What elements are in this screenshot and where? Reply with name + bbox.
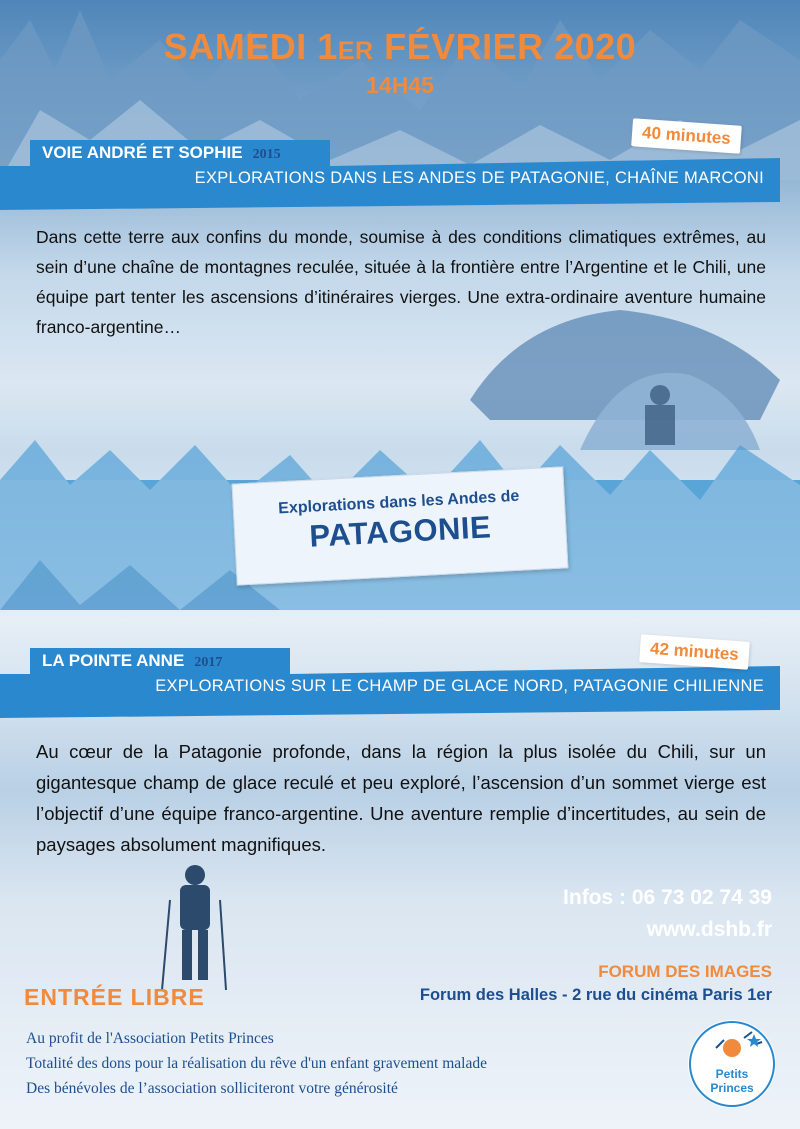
- center-subtitle: Explorations dans les Andes de: [277, 487, 520, 518]
- website-link[interactable]: www.dshb.fr: [646, 918, 772, 941]
- charity-line-2: Totalité des dons pour la réalisation du rêve d'un enfant gravement malade: [26, 1055, 487, 1072]
- film1-duration-badge: 40 minutes: [631, 118, 742, 154]
- charity-line-1: Au profit de l'Association Petits Princes: [26, 1030, 274, 1047]
- logo-text-line-2: Princes: [710, 1081, 754, 1095]
- film1-year: 2015: [252, 147, 281, 162]
- event-time: 14H45: [366, 72, 434, 98]
- venue-address: Forum des Halles - 2 rue du cinéma Paris 1er: [419, 986, 772, 1004]
- event-date: SAMEDI 1ER FÉVRIER 2020: [163, 26, 637, 67]
- film2-title-line: [42, 651, 222, 671]
- film1-title: VOIE ANDRÉ ET SOPHIE: [42, 143, 243, 162]
- film2-duration-badge: 42 minutes: [639, 634, 750, 670]
- venue-name: FORUM DES IMAGES: [598, 962, 772, 981]
- film1-subtitle: EXPLORATIONS DANS LES ANDES DE PATAGONIE, CHAÎNE MARCONI: [194, 169, 764, 187]
- film1-banner: [0, 140, 780, 214]
- free-entry-label: ENTRÉE LIBRE: [24, 984, 205, 1010]
- hiker-illustration: [150, 860, 240, 1000]
- film2-title: LA POINTE ANNE: [42, 651, 185, 670]
- phone-info: Infos : 06 73 02 74 39: [563, 886, 772, 909]
- film2-subtitle: EXPLORATIONS SUR LE CHAMP DE GLACE NORD, PATAGONIE CHILIENNE: [155, 677, 764, 695]
- film1-title-line: [42, 143, 281, 163]
- film2-description: Au cœur de la Patagonie profonde, dans la région la plus isolée du Chili, sur un gigantesque champ de glace reculé et peu exploré, l’ascension d’un sommet vierge est l’objectif d’une équipe franco-argentine. Une aventure remplie d’incertitudes, au sein de paysages absolument magnifiques.: [36, 741, 766, 855]
- logo-text-line-1: Petits: [715, 1067, 749, 1081]
- charity-line-3: Des bénévoles de l’association solliciteront votre générosité: [26, 1080, 398, 1097]
- film2-year: 2017: [194, 655, 223, 670]
- patagonie-title-box: [232, 466, 569, 585]
- film1-description: Dans cette terre aux confins du monde, soumise à des conditions climatiques extrêmes, au sein d’une chaîne de montagnes reculée, située à la frontière entre l’Argentine et le Chili, une équipe part tenter les ascensions d’itinéraires vierges. Une extra-ordinaire aventure humaine franco-argentine…: [36, 227, 766, 337]
- center-title: PATAGONIE: [308, 509, 493, 554]
- petits-princes-logo: [686, 1018, 778, 1110]
